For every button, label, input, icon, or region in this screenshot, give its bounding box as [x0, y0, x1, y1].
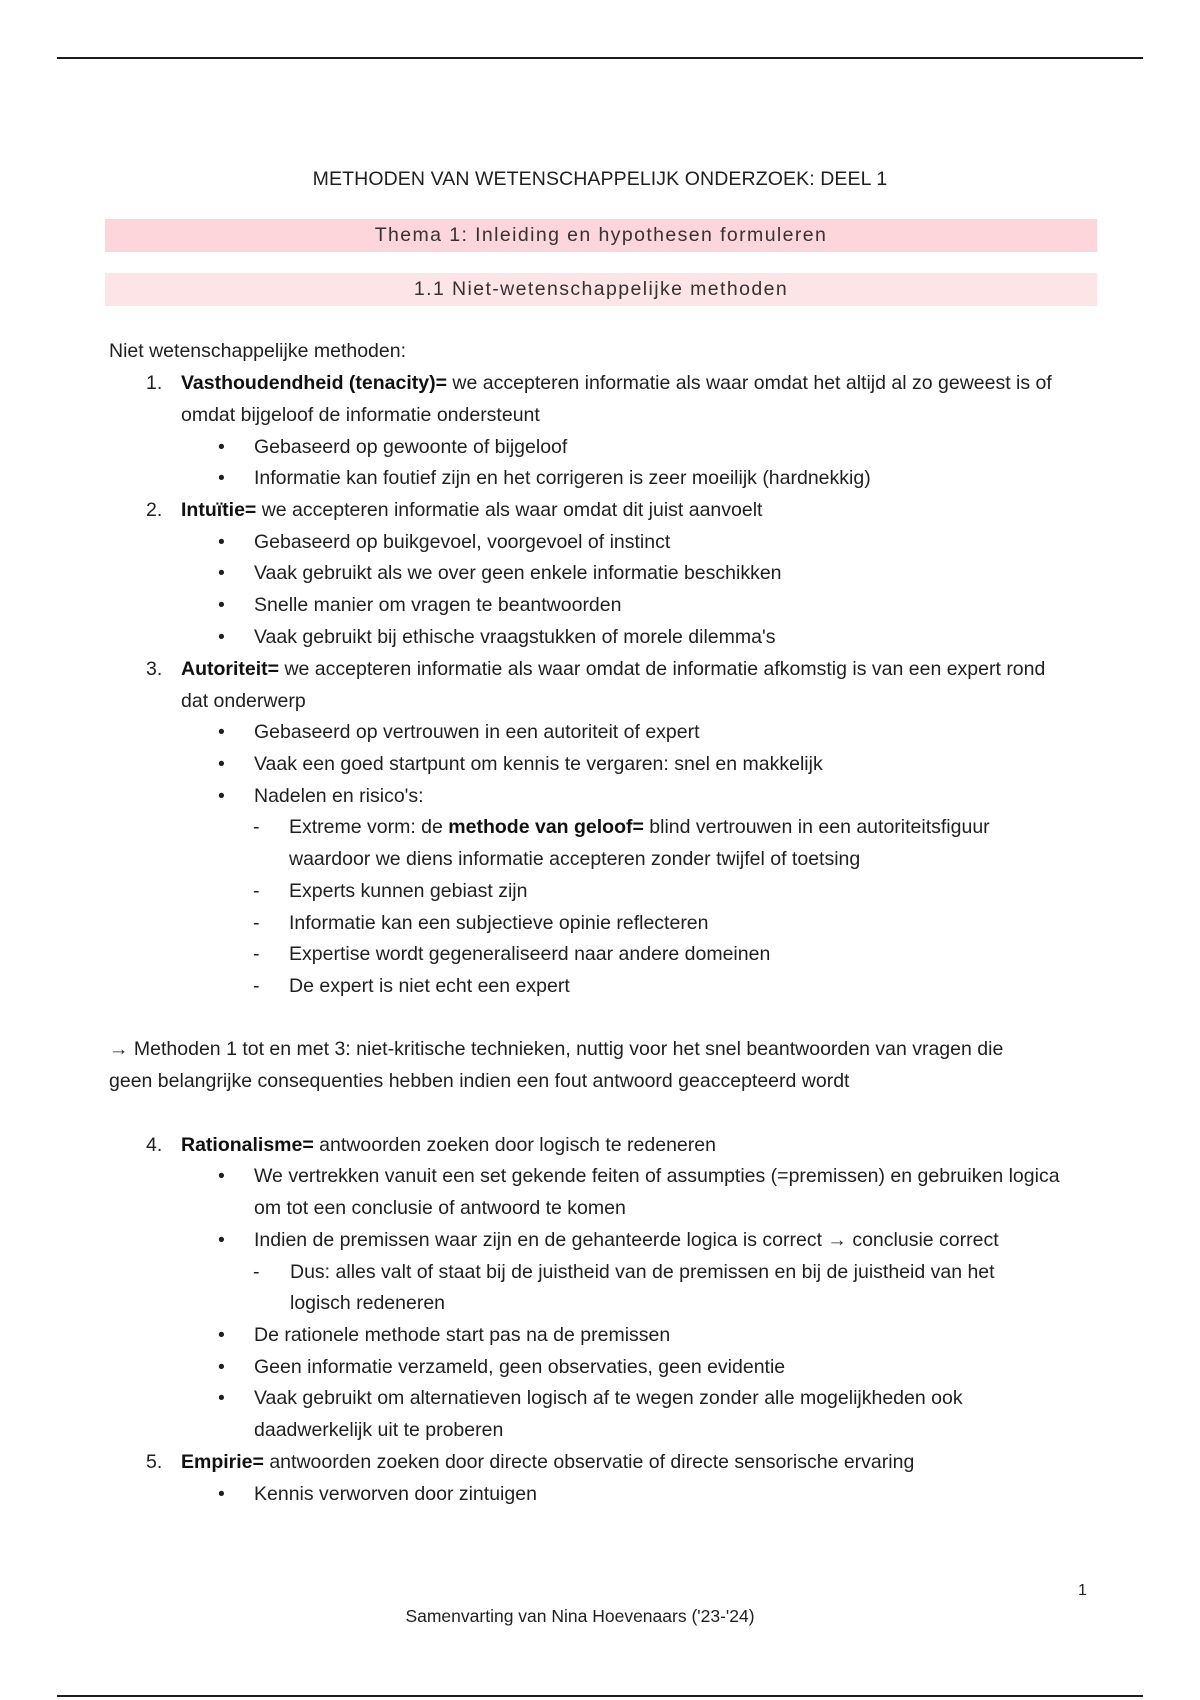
- method-term: Empirie=: [181, 1451, 264, 1473]
- bullet-item: Vaak gebruikt bij ethische vraagstukken of morele dilemma's: [254, 626, 776, 648]
- sub-item-continued: logisch redeneren: [290, 1292, 446, 1314]
- sub-item: Experts kunnen gebiast zijn: [289, 880, 528, 902]
- list-number: 5.: [146, 1451, 163, 1473]
- bullet-item: Informatie kan foutief zijn en het corrigeren is zeer moeilijk (hardnekkig): [254, 467, 871, 489]
- method-term: Intuïtie=: [181, 499, 257, 521]
- dash-marker: -: [253, 880, 260, 902]
- method-term: Autoriteit=: [181, 658, 280, 680]
- intro-text: Niet wetenschappelijke methoden:: [109, 340, 407, 362]
- conclusion-text: → Methoden 1 tot en met 3: niet-kritische technieken, nuttig voor het snel beantwoorden van vragen die: [109, 1038, 1004, 1060]
- list-item: [181, 1450, 914, 1475]
- bullet-item: Vaak gebruikt om alternatieven logisch af te wegen zonder alle mogelijkheden ook: [254, 1387, 963, 1409]
- list-number: 3.: [146, 658, 163, 680]
- bullet-item: Kennis verworven door zintuigen: [254, 1483, 537, 1505]
- bullet-icon: •: [218, 531, 225, 553]
- list-item: [181, 371, 1052, 396]
- list-item: [181, 657, 1045, 682]
- document-title: METHODEN VAN WETENSCHAPPELIJK ONDERZOEK: DEEL 1: [312, 168, 888, 190]
- bullet-icon: •: [218, 436, 225, 458]
- method-definition-continued: omdat bijgeloof de informatie ondersteunt: [181, 404, 540, 426]
- dash-marker: -: [253, 816, 260, 838]
- method-term: Vasthoudendheid (tenacity)=: [181, 372, 448, 394]
- bullet-icon: •: [218, 785, 225, 807]
- bullet-item: Gebaseerd op gewoonte of bijgeloof: [254, 436, 568, 458]
- theme-heading: Thema 1: Inleiding en hypothesen formuleren: [105, 219, 1097, 252]
- bullet-item: Snelle manier om vragen te beantwoorden: [254, 594, 622, 616]
- method-definition: we accepteren informatie als waar omdat het altijd al zo geweest is of: [447, 372, 1052, 394]
- method-term: methode van geloof=: [448, 816, 644, 838]
- conclusion-text-continued: geen belangrijke consequenties hebben indien een fout antwoord geaccepteerd wordt: [109, 1070, 850, 1092]
- footer-text: Samenvarting van Nina Hoevenaars ('23-'24): [405, 1606, 755, 1626]
- section-heading: 1.1 Niet-wetenschappelijke methoden: [105, 273, 1097, 306]
- bullet-icon: •: [218, 1387, 225, 1409]
- list-number: 1.: [146, 372, 163, 394]
- method-definition-continued: dat onderwerp: [181, 690, 306, 712]
- sub-item: [289, 815, 990, 840]
- list-number: 4.: [146, 1134, 163, 1156]
- list-item: [181, 498, 762, 523]
- bullet-icon: •: [218, 467, 225, 489]
- dash-marker: -: [253, 1261, 260, 1283]
- bullet-icon: •: [218, 1324, 225, 1346]
- method-definition: we accepteren informatie als waar omdat de informatie afkomstig is van een expert rond: [279, 658, 1046, 680]
- page-number: 1: [1078, 1582, 1087, 1599]
- bullet-icon: •: [218, 1229, 225, 1251]
- method-term: Rationalisme=: [181, 1134, 314, 1156]
- dash-marker: -: [253, 912, 260, 934]
- sub-item-prefix: Extreme vorm: de: [289, 816, 449, 838]
- sub-item: Dus: alles valt of staat bij de juistheid van de premissen en bij de juistheid van het: [290, 1261, 995, 1283]
- sub-item: De expert is niet echt een expert: [289, 975, 570, 997]
- list-number: 2.: [146, 499, 163, 521]
- method-definition: we accepteren informatie als waar omdat dit juist aanvoelt: [256, 499, 763, 521]
- top-rule: [57, 57, 1143, 59]
- bottom-rule: [57, 1695, 1143, 1697]
- bullet-item: Gebaseerd op buikgevoel, voorgevoel of instinct: [254, 531, 671, 553]
- bullet-item: Nadelen en risico's:: [254, 785, 424, 807]
- sub-item-continued: waardoor we diens informatie accepteren zonder twijfel of toetsing: [289, 848, 861, 870]
- list-item: [181, 1133, 716, 1158]
- method-definition: antwoorden zoeken door logisch te redeneren: [313, 1134, 716, 1156]
- bullet-icon: •: [218, 721, 225, 743]
- sub-item: Informatie kan een subjectieve opinie reflecteren: [289, 912, 709, 934]
- bullet-icon: •: [218, 1165, 225, 1187]
- bullet-item: Vaak een goed startpunt om kennis te vergaren: snel en makkelijk: [254, 753, 823, 775]
- bullet-item: Gebaseerd op vertrouwen in een autoriteit of expert: [254, 721, 700, 743]
- bullet-item-continued: daadwerkelijk uit te proberen: [254, 1419, 504, 1441]
- bullet-icon: •: [218, 562, 225, 584]
- bullet-item: Vaak gebruikt als we over geen enkele informatie beschikken: [254, 562, 782, 584]
- sub-item-text: blind vertrouwen in een autoriteitsfiguur: [643, 816, 990, 838]
- bullet-icon: •: [218, 594, 225, 616]
- bullet-item: Indien de premissen waar zijn en de gehanteerde logica is correct → conclusie correct: [254, 1229, 999, 1251]
- dash-marker: -: [253, 943, 260, 965]
- method-definition: antwoorden zoeken door directe observatie of directe sensorische ervaring: [263, 1451, 915, 1473]
- bullet-icon: •: [218, 1356, 225, 1378]
- bullet-icon: •: [218, 626, 225, 648]
- bullet-item: De rationele methode start pas na de premissen: [254, 1324, 671, 1346]
- bullet-item-continued: om tot een conclusie of antwoord te komen: [254, 1197, 626, 1219]
- bullet-icon: •: [218, 753, 225, 775]
- dash-marker: -: [253, 975, 260, 997]
- sub-item: Expertise wordt gegeneraliseerd naar andere domeinen: [289, 943, 771, 965]
- bullet-item: We vertrekken vanuit een set gekende feiten of assumpties (=premissen) en gebruiken logica: [254, 1165, 1060, 1187]
- bullet-item: Geen informatie verzameld, geen observaties, geen evidentie: [254, 1356, 786, 1378]
- bullet-icon: •: [218, 1483, 225, 1505]
